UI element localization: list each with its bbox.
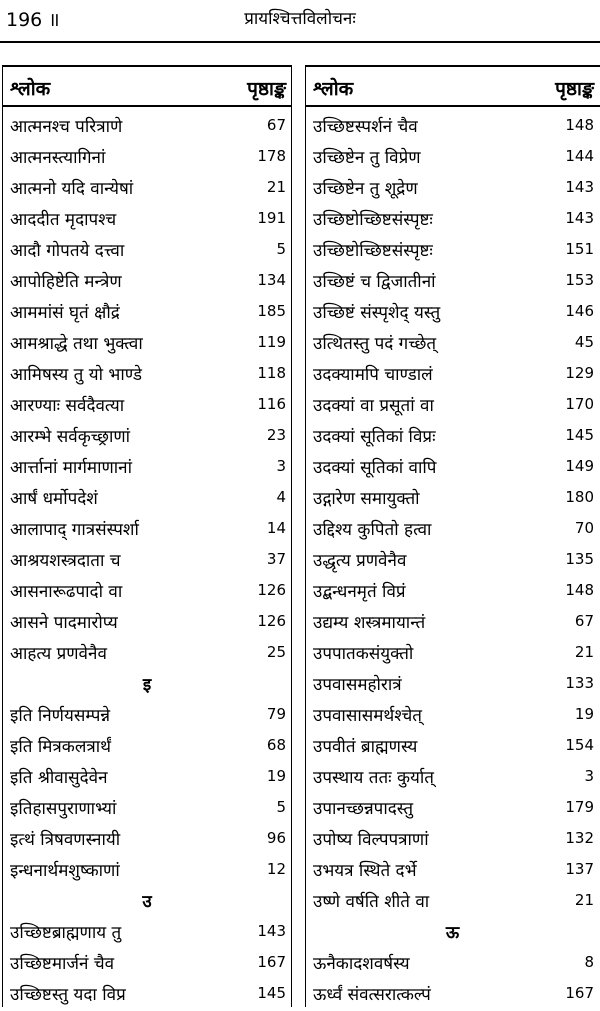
- index-entry: [305, 856, 600, 887]
- page-ref: 79: [266, 705, 286, 723]
- letter-label: उ: [142, 892, 152, 912]
- verse-text: उपवासासमर्थश्चेत्: [313, 706, 422, 726]
- page-ref: 134: [257, 271, 286, 289]
- verse-text: आदौ गोपतये दत्त्वा: [10, 241, 125, 261]
- page-ref: 5: [276, 240, 286, 258]
- verse-text: ऊनैकादशवर्षस्य: [313, 954, 410, 974]
- index-entry: [305, 608, 600, 639]
- verse-text: इति मित्रकलत्रार्थं: [10, 737, 112, 757]
- index-entry: [2, 639, 292, 670]
- page-ref: 154: [565, 736, 594, 754]
- letter-label: इ: [142, 675, 152, 695]
- page-ref: 132: [565, 829, 594, 847]
- verse-text: उच्छिष्टं च द्विजातीनां: [313, 272, 436, 292]
- verse-text: इति निर्णयसम्पन्ने: [10, 706, 111, 726]
- index-entry: [2, 298, 292, 329]
- index-entry: [2, 918, 292, 949]
- index-entry: [2, 422, 292, 453]
- index-entry: [2, 701, 292, 732]
- index-entry: [305, 670, 600, 701]
- header-page: पृष्ठाङ्क: [555, 78, 594, 100]
- page-ref: 167: [565, 984, 594, 1002]
- index-column-right: [305, 65, 600, 1007]
- page-ref: 144: [565, 147, 594, 165]
- page-ref: 3: [584, 767, 594, 785]
- header-underline: [305, 105, 600, 107]
- verse-text: आर्षं धर्मोपदेशं: [10, 489, 98, 509]
- index-entry: [305, 391, 600, 422]
- index-entry: [305, 887, 600, 918]
- page-ref: 148: [565, 116, 594, 134]
- index-entry: [2, 732, 292, 763]
- verse-text: उच्छिष्टेन तु विप्रेण: [313, 148, 421, 168]
- page-ref: 118: [257, 364, 286, 382]
- index-entry: [305, 112, 600, 143]
- verse-text: उद्दिश्य कुपितो हत्वा: [313, 520, 432, 540]
- index-entry: [2, 949, 292, 980]
- page-ref: 14: [266, 519, 286, 537]
- verse-text: उच्छिष्टस्तु यदा विप्र: [10, 985, 126, 1005]
- verse-text: आलापाद् गात्रसंस्पर्शा: [10, 520, 139, 540]
- page-ref: 19: [574, 705, 594, 723]
- column-header: [305, 75, 600, 103]
- letter-heading: [2, 670, 292, 701]
- page-ref: 191: [257, 209, 286, 227]
- verse-text: उदक्यां सूतिकां विप्रः: [313, 427, 436, 447]
- index-entry: [305, 422, 600, 453]
- index-entry: [2, 236, 292, 267]
- page-ref: 21: [266, 178, 286, 196]
- verse-text: उपानच्छन्नपादस्तु: [313, 799, 414, 819]
- page-ref: 68: [266, 736, 286, 754]
- verse-text: उच्छिष्टेन तु शूद्रेण: [313, 179, 418, 199]
- verse-text: आसने पादमारोप्य: [10, 613, 118, 633]
- verse-text: उत्थितस्तु पदं गच्छेत्: [313, 334, 437, 354]
- verse-text: उदक्यामपि चाण्डालं: [313, 365, 433, 385]
- verse-text: इति श्रीवासुदेवेन: [10, 768, 108, 788]
- index-entry: [305, 329, 600, 360]
- page-ref: 137: [565, 860, 594, 878]
- index-entry: [305, 205, 600, 236]
- page-ref: 146: [565, 302, 594, 320]
- verse-text: आर्त्तानां मार्गमाणानां: [10, 458, 133, 478]
- page-ref: 67: [574, 612, 594, 630]
- letter-heading: [2, 887, 292, 918]
- page-ref: 143: [257, 922, 286, 940]
- index-entry: [305, 484, 600, 515]
- index-entry: [2, 205, 292, 236]
- index-entry: [2, 577, 292, 608]
- index-entry: [2, 329, 292, 360]
- index-entry: [305, 949, 600, 980]
- verse-text: आत्मनो यदि वान्येषां: [10, 179, 134, 199]
- index-entry: [2, 515, 292, 546]
- index-entry: [305, 701, 600, 732]
- page-ref: 170: [565, 395, 594, 413]
- index-entry: [305, 980, 600, 1011]
- index-entry: [305, 174, 600, 205]
- page-ref: 12: [266, 860, 286, 878]
- column-header: [2, 75, 292, 103]
- verse-text: उपोष्य विल्पपत्राणां: [313, 830, 429, 850]
- page-ref: 23: [266, 426, 286, 444]
- index-entry: [2, 980, 292, 1011]
- page-header: [0, 0, 600, 40]
- verse-text: आददीत मृदापश्च: [10, 210, 117, 230]
- page-ref: 185: [257, 302, 286, 320]
- verse-text: उच्छिष्टं संस्पृशेद् यस्तु: [313, 303, 441, 323]
- page-ref: 178: [257, 147, 286, 165]
- index-entry: [305, 577, 600, 608]
- page-ref: 180: [565, 488, 594, 506]
- verse-text: उद्बन्धनमृतं विप्रं: [313, 582, 406, 602]
- index-entry: [305, 143, 600, 174]
- page-ref: 126: [257, 581, 286, 599]
- page-ref: 145: [565, 426, 594, 444]
- header-sloka: श्लोक: [10, 78, 51, 100]
- index-entry: [2, 453, 292, 484]
- verse-text: आसनारूढपादो वा: [10, 582, 123, 602]
- page-ref: 143: [565, 209, 594, 227]
- index-entry: [2, 484, 292, 515]
- header-sloka: श्लोक: [313, 78, 354, 100]
- index-entry: [305, 360, 600, 391]
- index-entry: [305, 732, 600, 763]
- verse-text: आहत्य प्रणवेनैव: [10, 644, 107, 664]
- verse-text: उदक्यां सूतिकां वापि: [313, 458, 437, 478]
- page-ref: 8: [584, 953, 594, 971]
- page-ref: 153: [565, 271, 594, 289]
- column-top-rule: [2, 65, 292, 67]
- column-top-rule: [305, 65, 600, 67]
- page-ref: 21: [574, 643, 594, 661]
- verse-text: आत्मनश्च परित्राणे: [10, 117, 123, 137]
- page-ref: 3: [276, 457, 286, 475]
- index-entry: [2, 763, 292, 794]
- verse-text: उपवीतं ब्राह्मणस्य: [313, 737, 418, 757]
- verse-text: उष्णे वर्षति शीते वा: [313, 892, 430, 912]
- index-entry: [305, 639, 600, 670]
- page-ref: 70: [574, 519, 594, 537]
- header-underline: [2, 105, 292, 107]
- index-entry: [2, 608, 292, 639]
- index-entry: [305, 298, 600, 329]
- page-ref: 116: [257, 395, 286, 413]
- verse-text: उच्छिष्टस्पर्शनं चैव: [313, 117, 418, 137]
- index-entry: [2, 391, 292, 422]
- letter-label: ऊ: [445, 923, 460, 943]
- index-entry: [2, 112, 292, 143]
- verse-text: ऊर्ध्वं संवत्सरात्कल्पं: [313, 985, 431, 1005]
- verse-text: उपवासमहोरात्रं: [313, 675, 402, 695]
- page-ref: 37: [266, 550, 286, 568]
- page-ref: 5: [276, 798, 286, 816]
- index-rows: [305, 112, 600, 1011]
- verse-text: उपस्थाय ततः कुर्यात्: [313, 768, 435, 788]
- verse-text: उद्धृत्य प्रणवेनैव: [313, 551, 407, 571]
- verse-text: उच्छिष्टोच्छिष्टसंस्पृष्टः: [313, 241, 433, 261]
- index-entry: [305, 453, 600, 484]
- page-ref: 148: [565, 581, 594, 599]
- index-entry: [305, 236, 600, 267]
- index-column-left: [2, 65, 292, 1007]
- verse-text: उद्यम्य शस्त्रमायान्तं: [313, 613, 426, 633]
- letter-heading: [305, 918, 600, 949]
- verse-text: आपोहिष्टेति मन्त्रेण: [10, 272, 122, 292]
- verse-text: इत्थं त्रिषवणस्नायी: [10, 830, 121, 850]
- verse-text: आमश्राद्धे तथा भुक्त्वा: [10, 334, 143, 354]
- page-ref: 126: [257, 612, 286, 630]
- index-entry: [2, 546, 292, 577]
- index-entry: [2, 856, 292, 887]
- page-ref: 67: [266, 116, 286, 134]
- verse-text: उभयत्र स्थिते दर्भे: [313, 861, 417, 881]
- verse-text: आश्रयशस्त्रदाता च: [10, 551, 121, 571]
- verse-text: आत्मनस्त्यागिनां: [10, 148, 106, 168]
- page-ref: 133: [565, 674, 594, 692]
- page-ref: 167: [257, 953, 286, 971]
- verse-text: उच्छिष्टोच्छिष्टसंस्पृष्टः: [313, 210, 433, 230]
- verse-text: इन्धनार्थमशुष्काणां: [10, 861, 120, 881]
- page-ref: 119: [257, 333, 286, 351]
- page-ref: 143: [565, 178, 594, 196]
- page-ref: 4: [276, 488, 286, 506]
- index-entry: [2, 174, 292, 205]
- verse-text: उपपातकसंयुक्तो: [313, 644, 414, 664]
- page-ref: 145: [257, 984, 286, 1002]
- index-entry: [305, 794, 600, 825]
- page-ref: 135: [565, 550, 594, 568]
- page-ref: 21: [574, 891, 594, 909]
- page-ref: 129: [565, 364, 594, 382]
- page-ref: 179: [565, 798, 594, 816]
- page-ref: 45: [574, 333, 594, 351]
- verse-text: आममांसं घृतं क्षौद्रं: [10, 303, 120, 323]
- verse-text: उद्गारेण समायुक्तो: [313, 489, 420, 509]
- index-entry: [2, 267, 292, 298]
- index-entry: [2, 794, 292, 825]
- page-ref: 151: [565, 240, 594, 258]
- index-entry: [305, 515, 600, 546]
- verse-text: आमिषस्य तु यो भाण्डे: [10, 365, 142, 385]
- index-entry: [2, 143, 292, 174]
- index-entry: [2, 825, 292, 856]
- index-rows: [2, 112, 292, 1011]
- index-entry: [305, 546, 600, 577]
- page-number: 196 ॥: [6, 9, 60, 31]
- verse-text: उच्छिष्टमार्जनं चैव: [10, 954, 115, 974]
- index-entry: [305, 267, 600, 298]
- header-page: पृष्ठाङ्क: [247, 78, 286, 100]
- header-rule: [0, 41, 600, 43]
- verse-text: आरम्भे सर्वकृच्छ्राणां: [10, 427, 131, 447]
- page-ref: 149: [565, 457, 594, 475]
- index-entry: [305, 763, 600, 794]
- verse-text: इतिहासपुराणाभ्यां: [10, 799, 117, 819]
- verse-text: आरण्याः सर्वदैवत्या: [10, 396, 125, 416]
- page-ref: 96: [266, 829, 286, 847]
- index-entry: [305, 825, 600, 856]
- verse-text: उदक्यां वा प्रसूतां वा: [313, 396, 434, 416]
- verse-text: उच्छिष्टब्राह्मणाय तु: [10, 923, 122, 943]
- page-ref: 25: [266, 643, 286, 661]
- index-entry: [2, 360, 292, 391]
- page-ref: 19: [266, 767, 286, 785]
- running-title: प्रायश्चित्तविलोचनः: [244, 9, 356, 29]
